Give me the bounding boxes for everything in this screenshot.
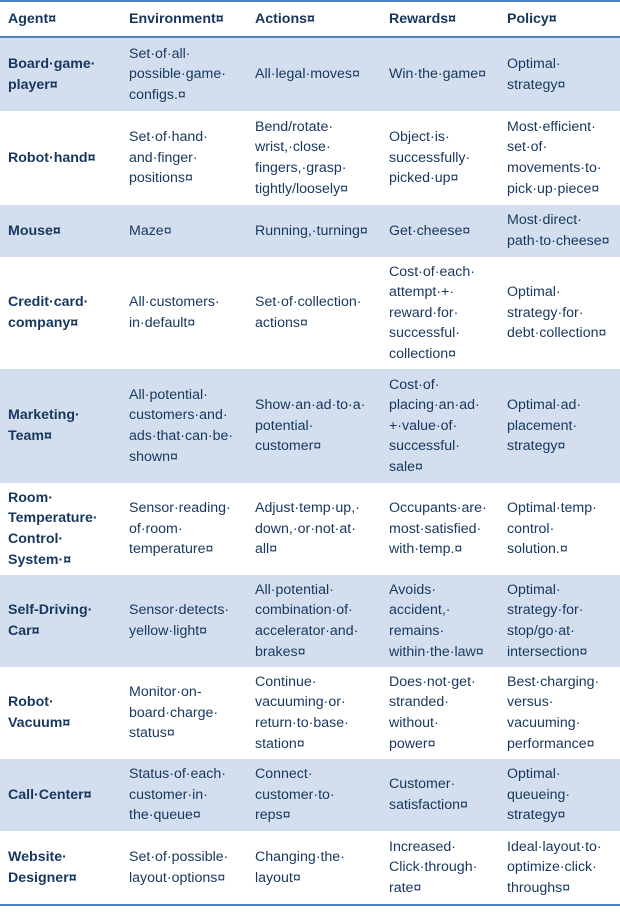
policy-text: Optimal· strategy¤ — [507, 55, 566, 93]
header-agent: Agent¤ — [0, 1, 121, 37]
actions-text: All·legal·moves¤ — [255, 66, 360, 83]
agent-name: Robot· Vacuum¤ — [8, 694, 71, 731]
policy-text: Best·charging· versus· vacuuming· performance¤ — [507, 673, 600, 752]
rewards-text: Get·cheese¤ — [389, 222, 471, 239]
header-policy: Policy¤ — [499, 1, 620, 37]
table-row — [0, 257, 620, 369]
rewards-text: Cost·of· placing·an·ad· +·value·of· successful· sale¤ — [389, 376, 480, 475]
rewards-text: Customer· satisfaction¤ — [389, 776, 468, 813]
actions-cell — [247, 369, 381, 483]
actions-cell — [247, 205, 381, 257]
agent-cell — [0, 369, 121, 483]
table-header — [0, 1, 620, 37]
actions-text: Set·of·collection· actions¤ — [255, 294, 362, 331]
rewards-text: Increased· Click·through· rate¤ — [389, 838, 478, 896]
policy-cell — [499, 667, 620, 759]
environment-cell — [121, 369, 247, 483]
policy-text: Optimal· queueing· strategy¤ — [507, 766, 571, 824]
actions-text: Show·an·ad·to·a· potential· customer¤ — [255, 397, 366, 455]
environment-text: Sensor·reading· of·room· temperature¤ — [129, 500, 231, 558]
table-row — [0, 831, 620, 905]
environment-text: Set·of·possible· layout·options¤ — [129, 848, 229, 886]
table-row — [0, 759, 620, 831]
rewards-cell — [381, 667, 499, 759]
agent-cell — [0, 483, 121, 575]
policy-cell — [499, 369, 620, 483]
rewards-cell — [381, 111, 499, 205]
table-row — [0, 369, 620, 483]
rewards-text: Cost·of·each· attempt·+· reward·for· successful· collection¤ — [389, 263, 475, 362]
environment-text: Monitor·on- board·charge· status¤ — [129, 684, 219, 742]
actions-cell — [247, 37, 381, 111]
table-row — [0, 667, 620, 759]
agent-cell — [0, 205, 121, 257]
actions-cell — [247, 759, 381, 831]
policy-cell — [499, 483, 620, 575]
environment-text: All·potential· customers·and· ads·that·can·be· shown¤ — [129, 386, 234, 465]
rewards-cell — [381, 759, 499, 831]
policy-cell — [499, 37, 620, 111]
agent-name: Marketing· Team¤ — [8, 407, 80, 444]
rewards-cell — [381, 483, 499, 575]
rewards-text: Does·not·get· stranded· without· power¤ — [389, 673, 476, 752]
agent-cell — [0, 575, 121, 667]
environment-cell — [121, 667, 247, 759]
environment-text: Set·of·all· possible·game· configs.¤ — [129, 45, 226, 103]
actions-cell — [247, 831, 381, 905]
agent-name: Self-Driving· Car¤ — [8, 602, 93, 639]
actions-cell — [247, 575, 381, 667]
actions-cell — [247, 483, 381, 575]
environment-cell — [121, 483, 247, 575]
environment-cell — [121, 37, 247, 111]
agent-name: Room· Temperature· Control· System·¤ — [8, 489, 98, 568]
policy-cell — [499, 257, 620, 369]
rewards-cell — [381, 257, 499, 369]
actions-text: All·potential· combination·of· accelerator·and· brakes¤ — [255, 581, 359, 660]
policy-cell — [499, 111, 620, 205]
policy-text: Most·efficient· set·of· movements·to· pick·up·piece¤ — [507, 118, 602, 197]
environment-cell — [121, 575, 247, 667]
actions-text: Adjust·temp·up,· down,·or·not·at· all¤ — [255, 500, 360, 558]
agent-name: Mouse¤ — [8, 222, 61, 239]
environment-text: All·customers· in·default¤ — [129, 294, 220, 331]
agent-cell — [0, 257, 121, 369]
policy-text: Optimal·ad· placement· strategy¤ — [507, 397, 582, 455]
environment-text: Maze¤ — [129, 222, 172, 239]
policy-text: Optimal·temp· control· solution.¤ — [507, 500, 597, 558]
actions-text: Continue· vacuuming·or· return·to·base· station¤ — [255, 673, 349, 752]
actions-text: Bend/rotate· wrist,·close· fingers,·grasp· tightly/loosely¤ — [255, 118, 349, 197]
policy-cell — [499, 831, 620, 905]
environment-text: Sensor·detects· yellow·light¤ — [129, 602, 230, 639]
agent-name: Credit·card· company¤ — [8, 294, 89, 331]
table-row — [0, 205, 620, 257]
agent-cell — [0, 37, 121, 111]
policy-text: Optimal· strategy·for· stop/go·at· intersection¤ — [507, 581, 588, 660]
rewards-cell — [381, 831, 499, 905]
agent-cell — [0, 667, 121, 759]
policy-text: Optimal· strategy·for· debt·collection¤ — [507, 284, 607, 342]
header-row — [0, 1, 620, 37]
environment-text: Set·of·hand· and·finger· positions¤ — [129, 129, 208, 187]
agent-name: Robot·hand¤ — [8, 149, 96, 166]
environment-text: Status·of·each· customer·in· the·queue¤ — [129, 766, 226, 824]
actions-cell — [247, 667, 381, 759]
policy-cell — [499, 575, 620, 667]
header-rewards: Rewards¤ — [381, 1, 499, 37]
actions-text: Changing·the· layout¤ — [255, 848, 345, 886]
agent-name: Board·game· player¤ — [8, 55, 96, 93]
rewards-cell — [381, 205, 499, 257]
table-row — [0, 37, 620, 111]
table-body — [0, 37, 620, 905]
rewards-cell — [381, 575, 499, 667]
rewards-cell — [381, 37, 499, 111]
agent-cell — [0, 759, 121, 831]
environment-cell — [121, 257, 247, 369]
actions-text: Running,·turning¤ — [255, 222, 368, 239]
environment-cell — [121, 759, 247, 831]
table-row — [0, 575, 620, 667]
actions-cell — [247, 257, 381, 369]
policy-cell — [499, 759, 620, 831]
environment-cell — [121, 205, 247, 257]
table-row — [0, 483, 620, 575]
table-row — [0, 111, 620, 205]
header-actions: Actions¤ — [247, 1, 381, 37]
rewards-cell — [381, 369, 499, 483]
actions-cell — [247, 111, 381, 205]
actions-text: Connect· customer·to· reps¤ — [255, 766, 335, 824]
policy-text: Most·direct· path·to·cheese¤ — [507, 212, 610, 249]
policy-text: Ideal·layout·to· optimize·click· throughs¤ — [507, 838, 602, 896]
header-environment: Environment¤ — [121, 1, 247, 37]
agent-name: Call·Center¤ — [8, 786, 92, 803]
policy-cell — [499, 205, 620, 257]
rewards-text: Object·is· successfully· picked·up¤ — [389, 129, 471, 187]
rewards-text: Avoids· accident,· remains· within·the·law¤ — [389, 581, 484, 660]
environment-cell — [121, 111, 247, 205]
environment-cell — [121, 831, 247, 905]
agent-name: Website· Designer¤ — [8, 848, 77, 886]
agent-cell — [0, 831, 121, 905]
agent-cell — [0, 111, 121, 205]
rewards-text: Win·the·game¤ — [389, 66, 486, 83]
rewards-text: Occupants·are· most·satisfied· with·temp.¤ — [389, 500, 487, 558]
